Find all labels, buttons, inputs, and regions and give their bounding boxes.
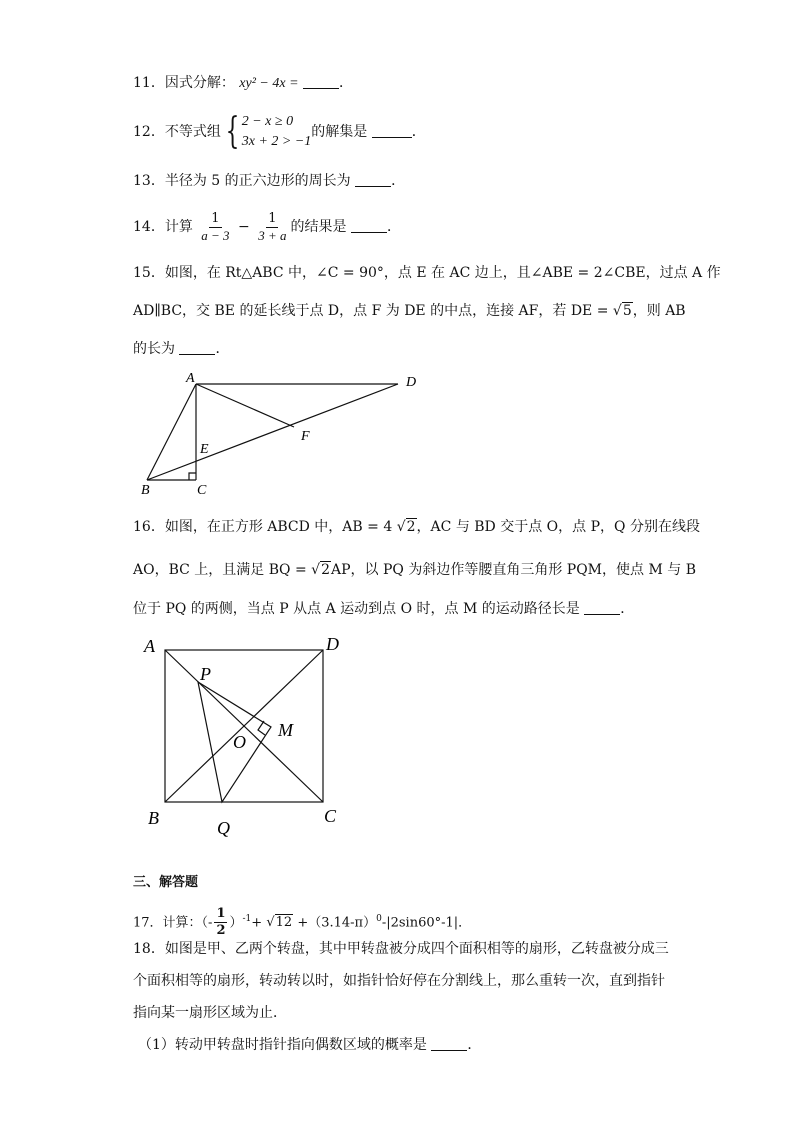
question-13: 13．半径为 5 的正六边形的周长为 ． [133, 173, 406, 189]
question-15-line-2: AD∥BC，交 BE 的延长线于点 D，点 F 为 DE 的中点，连接 AF，若 DE = √5，则 AB [133, 303, 686, 319]
sqrt-5: √5 [612, 303, 632, 319]
sqrt-2: √2 [396, 519, 416, 535]
label-C: C [197, 483, 207, 498]
sqrt-12: √12 [266, 915, 293, 931]
q14-answer-blank[interactable] [351, 218, 387, 233]
label-E: E [200, 442, 209, 457]
question-15-line-1: 15．如图，在 Rt△ABC 中，∠C = 90°，点 E 在 AC 边上，且∠ABE = 2∠CBE，过点 A 作 [133, 265, 721, 281]
figure-q15 [130, 364, 430, 498]
label-M: M [278, 720, 293, 740]
fraction-half: $\frac{1}{2}$ [216, 906, 226, 939]
fraction-2: $\frac{1}{3 + a}$ [258, 210, 287, 243]
label-D: D [406, 375, 417, 390]
fraction-1: $\frac{1}{a - 3}$ [201, 210, 230, 243]
label-B: B [141, 483, 150, 498]
q16-answer-blank[interactable] [584, 600, 620, 615]
label-Q: Q [217, 818, 230, 838]
label-O: O [233, 732, 246, 752]
question-17: 17．计算：（- $\frac{1}{2}$ ）$^{-1}+ √12 +(3.14-\pi)^0-|2\sin 60^\circ-1|$． [133, 906, 472, 939]
q18-1-answer-blank[interactable] [431, 1036, 467, 1051]
question-18-line-1: 18．如图是甲、乙两个转盘，其中甲转盘被分成四个面积相等的扇形，乙转盘被分成三 [133, 941, 669, 957]
q15-answer-blank[interactable] [179, 340, 215, 355]
inequality-system: { 2 − x ≥ 0 3x + 2 > −1 [225, 111, 312, 152]
q11-answer-blank[interactable] [303, 74, 339, 89]
segment-AB [147, 384, 196, 480]
label-C: C [324, 806, 337, 826]
q12-answer-blank[interactable] [372, 123, 412, 138]
question-15-line-3: 的长为 ． [133, 341, 230, 357]
question-16-line-3: 位于 PQ 的两侧，当点 P 从点 A 运动到点 O 时，点 M 的运动路径长是 ． [133, 601, 635, 617]
label-A: A [144, 636, 155, 656]
question-16-line-2: AO，BC 上，且满足 BQ = √2AP，以 PQ 为斜边作等腰直角三角形 PQM，使点 M 与 B [133, 562, 696, 578]
segment-AF [196, 384, 294, 427]
label-P: P [200, 664, 211, 684]
figure-q16 [140, 630, 360, 844]
question-11: 11．因式分解： xy² − 4x = ． [133, 75, 353, 91]
label-D: D [326, 634, 339, 654]
label-F: F [301, 429, 310, 444]
segment-BD [147, 384, 398, 480]
right-angle-mark-C [189, 473, 196, 480]
question-12: 12．不等式组 { 2 − x ≥ 0 3x + 2 > −1 的解集是 ． [133, 111, 426, 152]
label-B: B [148, 808, 159, 828]
label-A: A [186, 371, 195, 386]
q11-expression: xy² − 4x = [239, 76, 299, 91]
sqrt-2-b: √2 [311, 562, 330, 578]
question-18-line-3: 指向某一扇形区域为止． [133, 1005, 287, 1021]
question-18-line-2: 个面积相等的扇形，转动转以时，如指针恰好停在分割线上，那么重转一次，直到指针 [133, 973, 665, 989]
section-3-heading: 三、解答题 [133, 875, 199, 890]
q13-answer-blank[interactable] [355, 172, 391, 187]
question-14: 14．计算 $\frac{1}{a - 3}$ − $\frac{1}{3 + a}$ 的结果是 ． [133, 210, 401, 243]
question-18-sub-1: （1）转动甲转盘时指针指向偶数区域的概率是 ． [138, 1037, 482, 1053]
question-16-line-1: 16．如图，在正方形 ABCD 中，AB = 4 √2，AC 与 BD 交于点 O，点 P，Q 分别在线段 [133, 519, 700, 535]
